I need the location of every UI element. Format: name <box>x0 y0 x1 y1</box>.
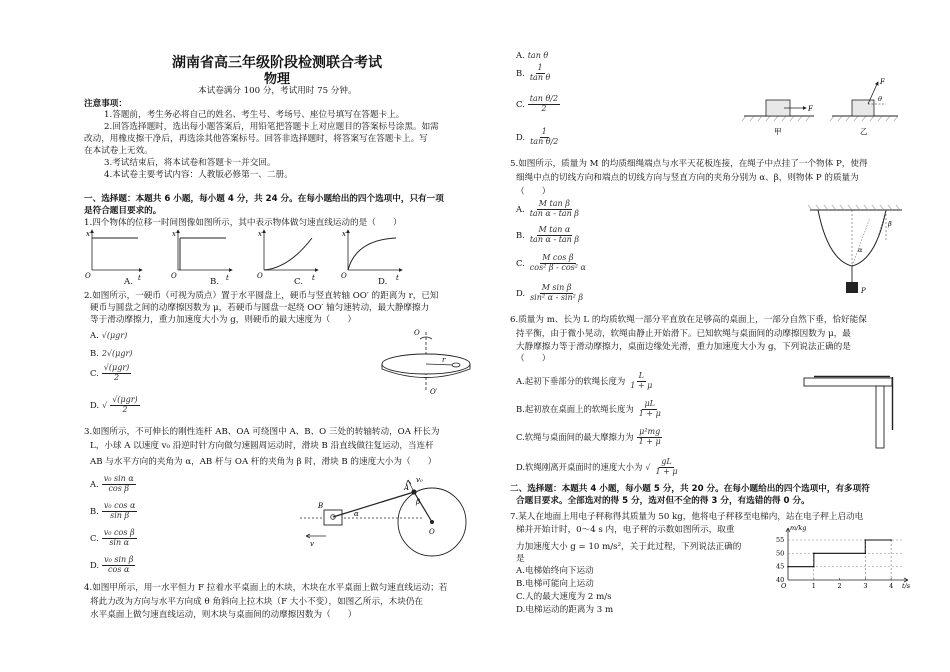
q1-axis-x-label: x <box>86 230 90 238</box>
q4-option-d[interactable] <box>516 128 560 146</box>
q6-option-c[interactable] <box>516 428 663 446</box>
q4-stem-line1: 4.如图甲所示，用一水平恒力 F 拉着水平桌面上的木块，木块在水平桌面上做匀速直线运动；若 <box>84 583 448 593</box>
q4-stem-line3: 水平桌面上做匀速直线运动，则木块与桌面间的动摩擦因数为（ ） <box>90 610 357 620</box>
q5-option-d[interactable] <box>516 284 585 302</box>
q7-option-d[interactable]: D.电梯运动的距离为 3 m <box>516 605 614 615</box>
q4-option-d-num: 1 <box>541 127 547 136</box>
q3-option-b-num: v₀ cos α <box>103 501 136 510</box>
data-point <box>865 553 867 555</box>
q1-origin-label: O <box>171 272 177 280</box>
q6-option-c-den: 1 + μ <box>638 436 661 446</box>
y-axis-label: m/kg <box>790 524 807 532</box>
q3-option-c-den: sin α <box>109 537 130 547</box>
q6-option-d-den: 1 + μ <box>655 466 678 476</box>
q1-axis-t-label: t <box>396 274 399 282</box>
q3-fig-label-v: v <box>310 540 314 548</box>
q4-option-d-label: D. <box>516 132 526 142</box>
q4-option-a-label: A. <box>516 50 525 60</box>
q1-graph-c <box>257 230 318 282</box>
data-point <box>813 553 815 555</box>
note-line: 2.回答选择题时，选出每小题答案后，用铅笔把答题卡上对应题目的答案标号涂黑。如需 <box>104 122 439 132</box>
q4-fig-label-yi: 乙 <box>860 127 868 136</box>
q2-fig-label-o: O <box>414 329 420 337</box>
note-line: 1.答题前，考生务必将自己的姓名、考生号、考场号、座位号填写在答题卡上。 <box>104 110 405 120</box>
q6-option-b[interactable] <box>516 400 663 418</box>
q6-stem-line1: 6.质量为 m、长为 L 的均质软绳一部分平直放在足够高的桌面上，一部分自然下垂，恰好能保 <box>510 315 867 325</box>
exam-info: 本试卷满分 100 分，考试用时 75 分钟。 <box>198 86 357 96</box>
q4-option-b-label: B. <box>516 68 525 78</box>
q5-option-b[interactable] <box>516 226 581 244</box>
q2-option-a[interactable] <box>90 330 127 340</box>
section1-heading-cont: 是符合题目要求的。 <box>84 206 162 216</box>
q3-stem-line2: L，小球 A 以速度 v₀ 沿逆时针方向做匀速圆周运动时，滑块 B 沿直线做往复运动，当连杆 <box>90 441 434 451</box>
q6-stem-line4: （ ） <box>516 354 551 364</box>
q5-option-d-num: M sin β <box>541 283 572 292</box>
q7-option-c[interactable]: C.人的最大速度为 2 m/s <box>516 592 612 602</box>
section2-heading-cont: 合题目要求。全部选对的得 5 分，选对但不全的得 3 分，有选错的得 0 分。 <box>516 496 810 506</box>
q3-option-d[interactable] <box>90 556 135 574</box>
q1-axis-t-label: t <box>138 274 141 282</box>
q2-option-b-label: B. <box>90 348 99 358</box>
coin-icon <box>452 363 460 367</box>
q1-option-d[interactable]: D. <box>378 277 388 287</box>
notes-heading: 注意事项： <box>84 99 127 109</box>
q6-figure-table <box>802 372 902 452</box>
y-tick-label: 45 <box>776 562 785 571</box>
q4-option-a[interactable] <box>516 50 548 60</box>
weight-p-icon <box>846 282 858 293</box>
q6-option-d[interactable]: D.软绳刚离开桌面时的速度大小为 √ $\frac{gL}{1 + \mu}$ <box>516 457 678 476</box>
q5-option-b-num: M tan α <box>538 225 571 234</box>
q7-stem-line3: 力加速度大小 g = 10 m/s²，关于此过程，下列说法正确的 <box>516 542 742 552</box>
q3-stem-line1: 3.如图所示，不可伸长的刚性连杆 AB、OA 可绕图中 A、B、O 三处的转轴转动，OA 杆长为 <box>84 427 440 437</box>
q4-figure-yi <box>830 78 898 136</box>
q4-figure-jia <box>742 100 814 136</box>
q6-option-c-label: C.软绳与桌面间的最大摩擦力为 <box>516 432 634 442</box>
q6-option-c-num: μ²mg <box>639 427 661 436</box>
origin-label: O <box>781 582 787 590</box>
q6-option-b-label: B.起初放在桌面上的软绳长度为 <box>516 404 634 414</box>
q2-option-b[interactable] <box>90 348 132 358</box>
q3-fig-label-alpha: α <box>354 510 359 518</box>
q6-option-d-num: gL <box>661 457 672 466</box>
q1-axis-t-label: t <box>312 274 315 282</box>
y-tick-label: 50 <box>776 549 785 558</box>
q2-option-c-num: √(μgr) <box>103 363 130 372</box>
q5-figure-rope <box>806 202 906 298</box>
x-axis-label: t/s <box>902 582 911 590</box>
data-point <box>813 566 815 568</box>
q3-fig-label-v0: v₀ <box>416 476 423 484</box>
q7-stem-line1: 7.某人在地面上用电子秤称得其质量为 50 kg，他将电子秤移至电梯内，站在电子秤上启动电 <box>510 512 864 522</box>
q1-graph-b <box>171 230 232 282</box>
q1-option-a[interactable]: A. <box>124 277 133 287</box>
note-line: 4.本试卷主要考试内容：人教版必修第一、二册。 <box>104 170 293 180</box>
q4-figure-blocks <box>740 78 900 148</box>
q4-fig-label-jia: 甲 <box>774 127 782 136</box>
q5-option-c-den: cos² β - cos² α <box>529 262 586 272</box>
q1-axis-x-label: x <box>172 230 176 238</box>
q7-scale-chart <box>762 524 912 590</box>
q2-option-c[interactable] <box>90 364 131 382</box>
q6-option-d-label: D.软绳刚离开桌面时的速度大小为 <box>516 462 643 472</box>
q5-option-a-num: M tan β <box>538 199 570 208</box>
q6-option-a[interactable] <box>516 372 654 390</box>
q3-option-c[interactable] <box>90 529 137 547</box>
q5-fig-label-alpha: α <box>858 246 863 254</box>
q1-origin-label: O <box>341 272 347 280</box>
q6-option-b-den: 1 + μ <box>638 408 661 418</box>
q3-option-b-label: B. <box>90 506 99 516</box>
data-point <box>865 539 867 541</box>
q3-option-d-num: v₀ sin β <box>104 555 134 564</box>
q3-stem-line3: AB 与水平方向的夹角为 α，AB 杆与 OA 杆的夹角为 β 时，滑块 B 的速度大小为（ ） <box>90 457 437 467</box>
q2-option-d-label: D. <box>90 400 100 410</box>
section2-heading: 二、选择题：本题共 4 小题，每小题 5 分，共 20 分。在每小题给出的四个选项中，有多项符 <box>510 484 870 494</box>
q5-option-a-label: A. <box>516 204 525 214</box>
y-tick-label: 40 <box>776 576 785 584</box>
q2-option-c-den: 2 <box>113 372 120 382</box>
q6-stem-line3: 大静摩擦力等于滑动摩擦力，桌面边缘处光滑，重力加速度大小为 g，下列说法正确的是 <box>516 342 851 352</box>
q4-option-c[interactable] <box>516 95 560 113</box>
q4-option-b[interactable] <box>516 64 552 82</box>
q6-stem-line2: 持平衡，由于微小晃动，软绳由静止开始滑下。已知软绳与桌面间的动摩擦因数为 μ，最 <box>516 329 851 339</box>
q2-stem-line2: 硬币与圆盘之间的动摩擦因数为 μ，若硬币与圆盘一起绕 OO′ 轴匀速转动，最大静摩擦力 <box>90 303 430 313</box>
q1-option-c[interactable]: C. <box>294 277 304 287</box>
q3-fig-label-a: A <box>404 484 410 492</box>
section1-heading: 一、选择题：本题共 6 小题，每小题 4 分，共 24 分。在每小题给出的四个选项中，只有一项 <box>84 194 444 204</box>
q3-option-a-num: v₀ sin α <box>103 474 134 483</box>
q2-option-a-label: A. <box>90 330 99 340</box>
q5-option-c-num: M cos β <box>542 253 574 262</box>
q2-stem-line1: 2.如图所示，一硬币（可视为质点）置于水平圆盘上，硬币与竖直转轴 OO′ 的距离为 r，已知 <box>84 291 439 301</box>
q3-fig-label-b: B <box>318 502 324 510</box>
q1-option-b[interactable]: B. <box>210 277 220 287</box>
q3-figure-linkage <box>300 472 500 562</box>
series-line <box>788 540 891 567</box>
q6-option-b-num: μL <box>644 399 655 408</box>
q5-stem-line3: （ ） <box>516 187 551 197</box>
q5-option-b-den: tan α - tan β <box>529 234 580 244</box>
note-line: 改动，用橡皮擦干净后，再选涂其他答案标号。回答非选择题时，将答案写在答题卡上。写 <box>84 134 428 144</box>
q4-option-a-expr: tan θ <box>527 50 549 60</box>
q4-option-c-label: C. <box>516 99 525 109</box>
q1-axis-t-label: t <box>226 274 229 282</box>
q4-stem-line2: 将此力改为方向与水平方向成 θ 角斜向上拉木块（F 大小不变），如图乙所示，木块仍在 <box>90 597 424 607</box>
x-tick-label: 4 <box>889 582 894 590</box>
q1-origin-label: O <box>257 272 263 280</box>
q6-option-a-den: 1 + μ <box>630 380 653 390</box>
q5-option-c[interactable] <box>516 254 588 272</box>
q1-axis-x-label: x <box>342 230 346 238</box>
q4-option-c-den: 2 <box>541 103 547 113</box>
q3-option-a-den: cos β <box>108 483 130 493</box>
q4-option-b-den: tan θ <box>529 72 551 82</box>
q2-option-d-num: √(μgr) <box>112 395 138 404</box>
q3-option-b-den: sin β <box>110 510 130 520</box>
q5-option-c-label: C. <box>516 258 525 268</box>
q6-option-a-num: L <box>638 371 644 380</box>
q2-option-b-expr: 2√(μgr) <box>101 348 133 358</box>
q7-option-b[interactable]: B.电梯可能向上运动 <box>516 579 594 589</box>
q4-option-d-den: tan θ/2 <box>530 136 559 146</box>
q4-option-c-num: tan θ/2 <box>529 94 559 103</box>
q1-graph-d <box>341 230 402 282</box>
q3-option-a-label: A. <box>90 479 99 489</box>
q3-option-b[interactable] <box>90 502 137 520</box>
q5-stem-line2: 细绳中点的切线方向和端点的切线方向与竖直方向的夹角分别为 α、β，则物体 P 的质量为 <box>516 173 859 183</box>
q5-option-d-den: sin² α - sin² β <box>530 292 584 302</box>
q1-origin-label: O <box>85 272 91 280</box>
q3-fig-label-o: O <box>429 528 435 536</box>
x-tick-label: 1 <box>811 582 816 590</box>
q7-stem-line2: 梯并开始计时，0～4 s 内，电子秤的示数如图所示，取重 <box>516 525 735 535</box>
q2-figure-disk <box>376 326 476 396</box>
q2-option-a-expr: √(μgr) <box>101 330 128 340</box>
q5-option-d-label: D. <box>516 288 526 298</box>
q4-fig-label-f2: F <box>880 78 885 86</box>
q5-option-b-label: B. <box>516 230 525 240</box>
exam-subject: 物理 <box>264 72 291 87</box>
q1-stem: 1.四个物体的位移一时间图像如图所示，其中表示物体做匀速直线运动的是（ ） <box>84 218 402 228</box>
q2-option-d[interactable] <box>90 396 140 414</box>
q7-option-a[interactable]: A.电梯始终向下运动 <box>516 566 594 576</box>
q2-option-c-label: C. <box>90 368 99 378</box>
note-line: 在本试卷上无效。 <box>84 146 153 156</box>
q5-fig-label-p: P <box>861 287 866 295</box>
note-line: 3.考试结束后，将本试卷和答题卡一并交回。 <box>104 158 276 168</box>
q5-option-a[interactable] <box>516 200 581 218</box>
q5-fig-label-beta: β <box>888 220 892 228</box>
q4-fig-label-theta: θ <box>878 95 882 103</box>
q7-stem-line4: 是 <box>516 554 525 564</box>
q5-option-a-den: tan α - tan β <box>529 208 579 218</box>
q4-option-b-num: 1 <box>537 63 543 72</box>
q2-option-d-den: 2 <box>122 404 128 414</box>
q5-stem-line1: 5.如图所示，质量为 M 的均质细绳端点与水平天花板连接，在绳子中点挂了一个物体 P，使得 <box>510 159 868 169</box>
exam-title: 湖南省高三年级阶段检测联合考试 <box>172 55 382 71</box>
q2-option-d-root: √ <box>102 400 108 410</box>
q1-graph-a <box>85 230 142 282</box>
q2-fig-label-r: r <box>442 356 446 364</box>
q4-fig-label-f1: F <box>808 105 813 113</box>
data-point <box>787 566 789 568</box>
q3-option-c-num: v₀ cos β <box>103 528 135 537</box>
x-tick-label: 2 <box>837 582 842 590</box>
q2-stem-line3: 等于滑动摩擦力，重力加速度大小为 g，则硬币的最大速度为（ ） <box>90 315 357 325</box>
q6-option-a-label: A.起初下垂部分的软绳长度为 <box>516 376 626 386</box>
q1-axis-x-label: x <box>258 230 262 238</box>
q3-fig-label-beta: β <box>416 498 421 506</box>
y-tick-label: 55 <box>776 536 785 544</box>
x-tick-label: 3 <box>863 582 868 590</box>
q3-option-d-den: cos α <box>108 564 130 574</box>
q3-option-d-label: D. <box>90 560 100 570</box>
q2-fig-label-o2: O′ <box>430 388 438 396</box>
data-point <box>890 539 892 541</box>
q3-option-c-label: C. <box>90 533 99 543</box>
q3-option-a[interactable] <box>90 475 136 493</box>
